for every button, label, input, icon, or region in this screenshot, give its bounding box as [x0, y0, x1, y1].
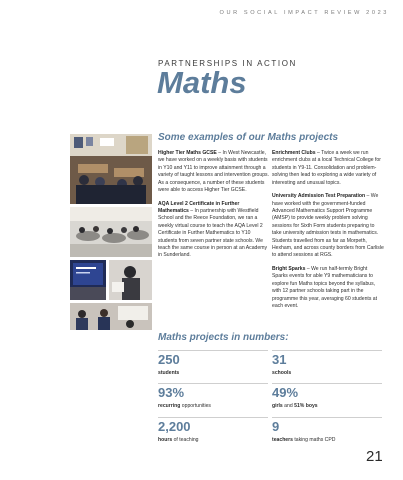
stat-hours — [158, 417, 268, 443]
stat-label: schools — [272, 370, 292, 377]
project-body: – In partnership with Westfield School and the Reece Foundation, we ran a weekly virtual course to teach the AQA Level 2 Certificate in Further Mathematics to Y10 students from seven partner state schools. We teach the same course in person at an Academy in Sunderland. — [158, 207, 268, 259]
project-title: Enrichment Clubs — [272, 150, 316, 156]
stat-value: 31 — [272, 352, 287, 367]
stat-label: hours of teaching — [158, 437, 199, 444]
stat-gender-split — [272, 383, 382, 409]
project-body: – Twice a week we run enrichment clubs at a local Technical College for students in Y9-11. Consolidation and problem-solving then lead to exploring a wide variety of interesting and unusual topics. — [272, 150, 381, 186]
examples-heading: Some examples of our Maths projects — [158, 132, 339, 143]
page-number: 21 — [366, 448, 383, 465]
stat-students — [158, 350, 268, 376]
project-enrichment-clubs — [272, 150, 384, 187]
project-title: Higher Tier Maths GCSE — [158, 150, 217, 156]
photo-collage — [70, 134, 152, 330]
stat-recurring — [158, 383, 268, 409]
examples-column-left — [158, 150, 270, 266]
stat-value: 49% — [272, 385, 299, 400]
lecture-photo — [70, 207, 152, 257]
project-aqa-further-maths — [158, 201, 270, 260]
project-body: – We have worked with the government-funded Advanced Mathematics Support Programme (AMSP) to provide weekly problem solving sessions for Sixth Form students preparing to take university admission tests in mathematics. Students travelled from as far as Morpeth, Hexham, and across county borders from Carlisle to attend sessions at RGS. — [272, 193, 384, 259]
stat-label: girls and 51% boys — [272, 403, 318, 410]
project-body: – In West Newcastle, we have worked on a weekly basis with students in Y10 and Y11 to improve attainment through a variety of taught lessons and intervention groups. As a consequence, a number of these students were able to access Higher Tier GCSE. — [158, 150, 269, 194]
students-photo — [70, 303, 152, 330]
stat-value: 9 — [272, 419, 280, 434]
examples-column-right — [272, 150, 384, 316]
stat-schools — [272, 350, 382, 376]
running-header: OUR SOCIAL IMPACT REVIEW 2023 — [219, 10, 389, 16]
section-kicker: PARTNERSHIPS IN ACTION — [158, 59, 297, 68]
project-admission-test-prep — [272, 193, 384, 260]
stat-value: 2,200 — [158, 419, 191, 434]
stat-label: teachers taking maths CPD — [272, 437, 336, 444]
project-bright-sparks — [272, 266, 384, 311]
stat-label: students — [158, 370, 180, 377]
project-body: – We run half-termly Bright Sparks events for able Y9 mathematicians to explore fun Maths topics beyond the syllabus, with 12 partner schools taking part in the programme this year, averaging 60 students at each event. — [272, 265, 378, 310]
stat-teachers — [272, 417, 382, 443]
project-title: University Admission Test Preparation — [272, 193, 366, 200]
project-title: Bright Sparks — [272, 265, 306, 272]
numbers-heading: Maths projects in numbers: — [158, 332, 289, 343]
project-title: AQA Level 2 Certificate in Further Mathematics — [158, 200, 240, 214]
stat-value: 250 — [158, 352, 180, 367]
presentation-photo — [70, 260, 152, 300]
classroom-photo — [70, 134, 152, 204]
stat-value: 93% — [158, 385, 185, 400]
project-higher-tier-gcse — [158, 150, 270, 195]
stat-label: recurring opportunities — [158, 403, 211, 410]
page-title: Maths — [157, 65, 247, 100]
